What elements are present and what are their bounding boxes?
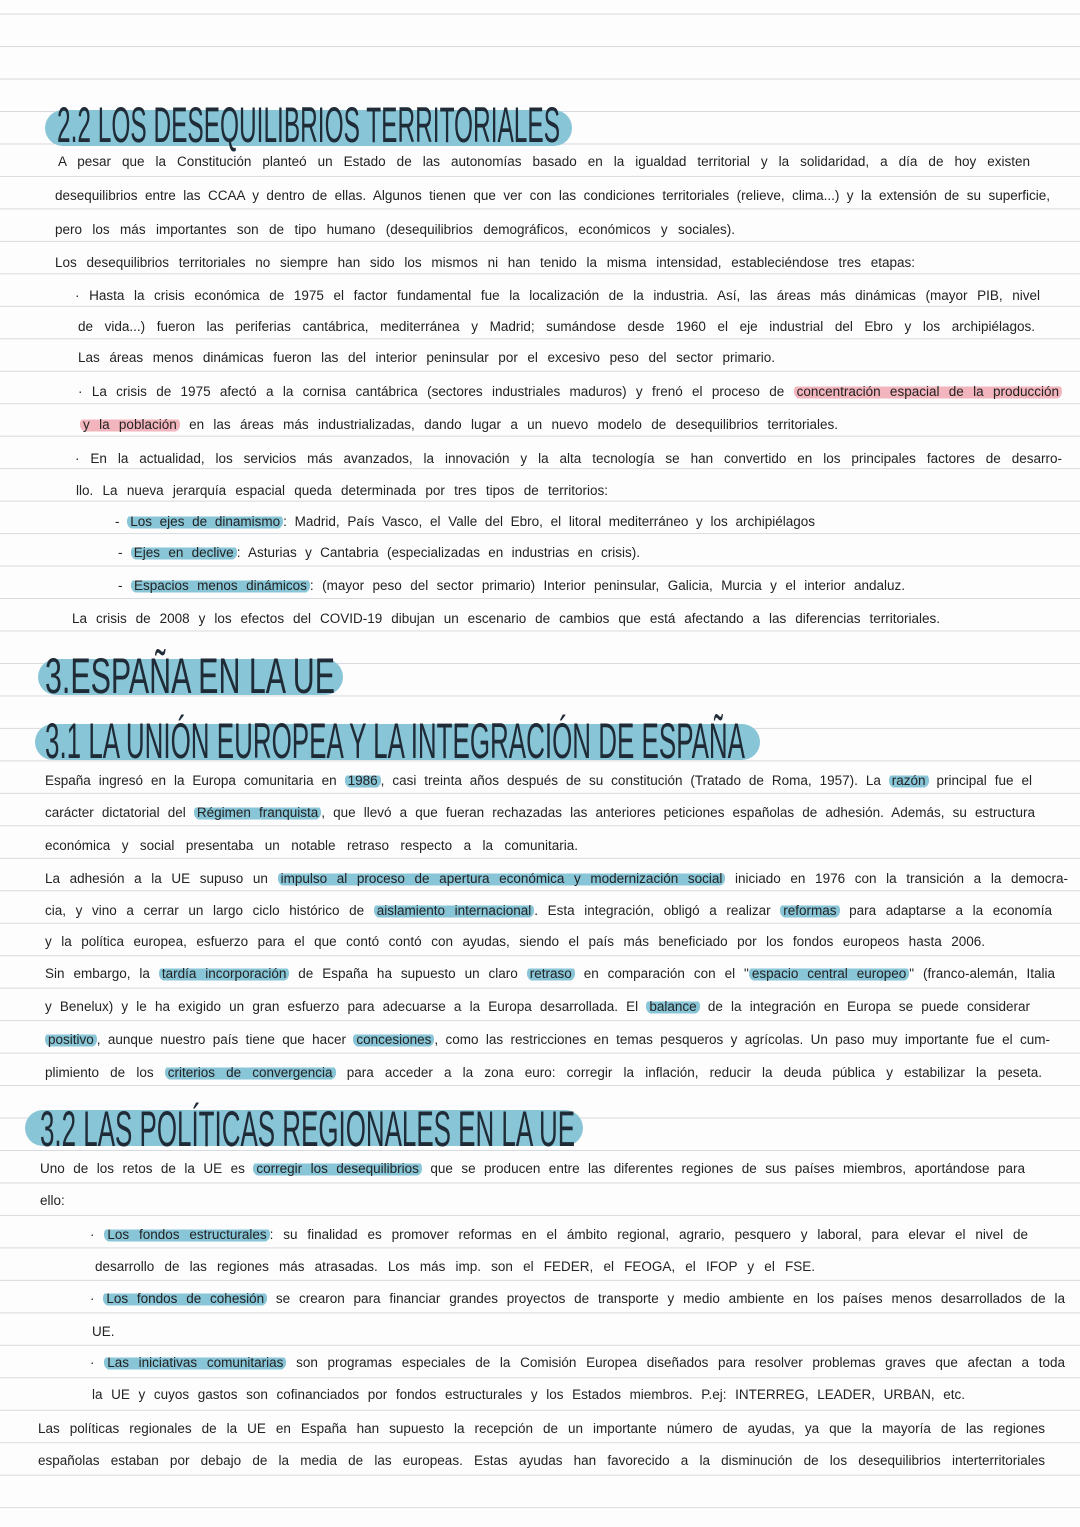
- line-text: pero los más importantes son de tipo humano (desequilibrios demográficos, económicos y sociales).: [55, 222, 735, 237]
- line-text: , como las restricciones en temas pesqueros y agrícolas. Un paso muy importante fue el cum-: [434, 1032, 1051, 1047]
- highlighted-term: Las iniciativas comunitarias: [104, 1355, 286, 1370]
- line-text: UE.: [92, 1324, 115, 1339]
- text-line: [58, 154, 1030, 170]
- bullet-line: [90, 1227, 1028, 1243]
- line-text: económica y social presentaba un notable retraso respecto a la comunitaria.: [45, 838, 578, 853]
- text-line: [45, 903, 1052, 919]
- text-line: [40, 1193, 65, 1209]
- highlighted-term: Ejes en declive: [131, 545, 237, 560]
- line-text: principal fue el: [928, 773, 1032, 788]
- line-text: desarrollo de las regiones más atrasadas. Los más imp. son el FEDER, el FEOGA, el IFOP y el FSE.: [95, 1259, 815, 1274]
- line-text: españolas estaban por debajo de la media de las europeas. Estas ayudas han favorecido a la disminución de los desequilibrios interterritoriales: [38, 1453, 1045, 1468]
- line-text: de la integración en Europa se puede considerar: [699, 999, 1030, 1014]
- pink-highlighted-term: concentración espacial de la producción: [794, 384, 1062, 399]
- line-text: ello:: [40, 1193, 65, 1208]
- bullet-line: [75, 288, 1040, 304]
- line-text: España ingresó en la Europa comunitaria en: [45, 773, 345, 788]
- text-line: [55, 188, 1050, 204]
- pink-highlighted-term: y la población: [80, 417, 180, 432]
- highlighted-term: reformas: [780, 903, 839, 918]
- line-text: cia, y vino a cerrar un largo ciclo histórico de: [45, 903, 374, 918]
- bullet-line: [90, 1291, 1065, 1307]
- highlighted-term: concesiones: [353, 1032, 434, 1047]
- line-text: para acceder a la zona euro: corregir la inflación, reducir la deuda pública y estabilizar la peseta.: [335, 1065, 1042, 1080]
- line-text: La adhesión a la UE supuso un: [45, 871, 278, 886]
- section-heading-2-2: 2.2 LOS DESEQUILIBRIOS TERRITORIALES: [57, 97, 560, 153]
- sub-bullet-line: [118, 578, 905, 594]
- line-text: -: [118, 578, 131, 593]
- highlighted-term: 1986: [345, 773, 381, 788]
- line-text: de vida...) fueron las periferias cantábrica, mediterránea y Madrid; sumándose desde 1960 el eje industrial del Ebro y los archipiélagos.: [78, 319, 1035, 334]
- line-text: que se producen entre las diferentes regiones de sus países miembros, aportándose para: [421, 1161, 1026, 1176]
- text-line: [45, 805, 1035, 821]
- line-text: -: [118, 545, 131, 560]
- line-text: Uno de los retos de la UE es: [40, 1161, 254, 1176]
- line-text: en las áreas más industrializadas, dando lugar a un nuevo modelo de desequilibrios territoriales.: [179, 417, 838, 432]
- highlighted-term: Los fondos de cohesión: [103, 1291, 267, 1306]
- text-line: [76, 483, 608, 499]
- line-text: : (mayor peso del sector primario) Interior peninsular, Galicia, Murcia y el interior andaluz.: [309, 578, 905, 593]
- line-text: · La crisis de 1975 afectó a la cornisa cantábrica (sectores industriales maduros) y frenó el proceso de: [78, 384, 794, 399]
- highlighted-term: retraso: [527, 966, 575, 981]
- line-text: y Benelux) y le ha exigido un gran esfuerzo para adecuarse a la Europa desarrollada. El: [45, 999, 647, 1014]
- line-text: . Esta integración, obligó a realizar: [534, 903, 781, 918]
- text-line: [95, 1259, 815, 1275]
- line-text: · Hasta la crisis económica de 1975 el factor fundamental fue la localización de la industria. Así, las áreas más dinámicas (mayor PIB, nivel: [75, 288, 1040, 303]
- line-text: -: [115, 514, 128, 529]
- text-line: [78, 350, 775, 366]
- line-text: , aunque nuestro país tiene que hacer: [96, 1032, 354, 1047]
- highlighted-term: Los ejes de dinamismo: [127, 514, 283, 529]
- line-text: : su finalidad es promover reformas en el ámbito regional, agrario, pesquero y laboral, para elevar el nivel de: [269, 1227, 1028, 1242]
- text-line: [78, 319, 1035, 335]
- text-line: [92, 1387, 965, 1403]
- text-line: [45, 966, 1055, 982]
- line-text: carácter dictatorial del: [45, 805, 194, 820]
- line-text: ·: [90, 1291, 104, 1306]
- highlighted-term: balance: [646, 999, 699, 1014]
- highlighted-term: Espacios menos dinámicos: [131, 578, 310, 593]
- section-heading-3: 3.ESPAÑA EN LA UE: [45, 648, 335, 704]
- line-text: La crisis de 2008 y los efectos del COVID-19 dibujan un escenario de cambios que está afectando a las diferencias territoriales.: [72, 611, 940, 626]
- sub-bullet-line: [118, 545, 640, 561]
- line-text: : Madrid, País Vasco, el Valle del Ebro, el litoral mediterráneo y los archipiélagos: [283, 514, 816, 529]
- line-text: · En la actualidad, los servicios más avanzados, la innovación y la alta tecnología se han convertido en los principales factores de desarro-: [75, 451, 1062, 466]
- line-text: ·: [90, 1355, 105, 1370]
- bullet-line: [78, 384, 1062, 400]
- line-text: y la política europea, esfuerzo para el que contó contó con ayudas, siendo el país más beneficiado por los fondos europeos hasta 2006.: [45, 934, 985, 949]
- text-line: [55, 222, 735, 238]
- highlighted-term: Los fondos estructurales: [104, 1227, 269, 1242]
- text-line: [40, 1161, 1025, 1177]
- line-text: se crearon para financiar grandes proyectos de transporte y medio ambiente en los países menos desarrollados de la: [267, 1291, 1066, 1306]
- text-line: [45, 1032, 1050, 1048]
- text-line: [38, 1453, 1045, 1469]
- highlighted-term: positivo: [45, 1032, 97, 1047]
- text-line: [45, 1065, 1042, 1081]
- line-text: ·: [90, 1227, 105, 1242]
- line-text: A pesar que la Constitución planteó un Estado de las autonomías basado en la igualdad territorial y la solidaridad, a día de hoy existen: [58, 154, 1030, 169]
- line-text: Las áreas menos dinámicas fueron las del interior peninsular por el excesivo peso del sector primario.: [78, 350, 775, 365]
- text-line: [45, 773, 1032, 789]
- line-text: : Asturias y Cantabria (especializadas en industrias en crisis).: [236, 545, 640, 560]
- bullet-line: [75, 451, 1062, 467]
- highlighted-term: espacio central europeo: [749, 966, 909, 981]
- line-text: , casi treinta años después de su constitución (Tratado de Roma, 1957). La: [380, 773, 889, 788]
- text-line: [45, 871, 1068, 887]
- highlighted-term: razón: [889, 773, 929, 788]
- line-text: Los desequilibrios territoriales no siempre han sido los mismos ni han tenido la misma intensidad, estableciéndose tres etapas:: [55, 255, 915, 270]
- section-heading-3-1: 3.1 LA UNIÓN EUROPEA Y LA INTEGRACIÓN DE ESPAÑA: [45, 713, 745, 769]
- sub-bullet-line: [115, 514, 815, 530]
- line-text: para adaptarse a la economía: [839, 903, 1052, 918]
- line-text: iniciado en 1976 con la transición a la democra-: [725, 871, 1068, 886]
- highlighted-term: tardía incorporación: [159, 966, 290, 981]
- highlighted-term: criterios de convergencia: [165, 1065, 336, 1080]
- highlighted-term: Régimen franquista: [194, 805, 321, 820]
- highlighted-term: corregir los desequilibrios: [253, 1161, 422, 1176]
- line-text: en comparación con el ": [574, 966, 749, 981]
- text-line: [38, 1421, 1045, 1437]
- text-line: [92, 1324, 115, 1340]
- text-line: [45, 934, 985, 950]
- bullet-line: [90, 1355, 1065, 1371]
- line-text: llo. La nueva jerarquía espacial queda determinada por tres tipos de territorios:: [76, 483, 608, 498]
- line-text: , que llevó a que fueran rechazadas las anteriores peticiones españolas de adhesión. Además, su estructura: [321, 805, 1035, 820]
- line-text: " (franco-alemán, Italia: [909, 966, 1055, 981]
- highlighted-term: aislamiento internacional: [374, 903, 534, 918]
- section-heading-3-2: 3.2 LAS POLÍTICAS REGIONALES EN LA UE: [40, 1101, 575, 1157]
- text-line: [55, 255, 915, 271]
- text-line: [45, 838, 578, 854]
- line-text: la UE y cuyos gastos son cofinanciados por fondos estructurales y los Estados miembros. P.ej: INTERREG, LEADER, URBAN, etc.: [92, 1387, 965, 1402]
- line-text: Sin embargo, la: [45, 966, 159, 981]
- line-text: de España ha supuesto un claro: [289, 966, 527, 981]
- text-line: [80, 417, 838, 433]
- line-text: plimiento de los: [45, 1065, 165, 1080]
- text-line: [72, 611, 940, 627]
- line-text: Las políticas regionales de la UE en España han supuesto la recepción de un importante número de ayudas, ya que la mayoría de las regiones: [38, 1421, 1045, 1436]
- line-text: son programas especiales de la Comisión Europea diseñados para resolver problemas graves que afectan a toda: [286, 1355, 1065, 1370]
- text-line: [45, 999, 1030, 1015]
- line-text: desequilibrios entre las CCAA y dentro de ellas. Algunos tienen que ver con las condiciones territoriales (relieve, clima...) y la extensión de su superficie,: [55, 188, 1050, 203]
- highlighted-term: impulso al proceso de apertura económica y modernización social: [278, 871, 726, 886]
